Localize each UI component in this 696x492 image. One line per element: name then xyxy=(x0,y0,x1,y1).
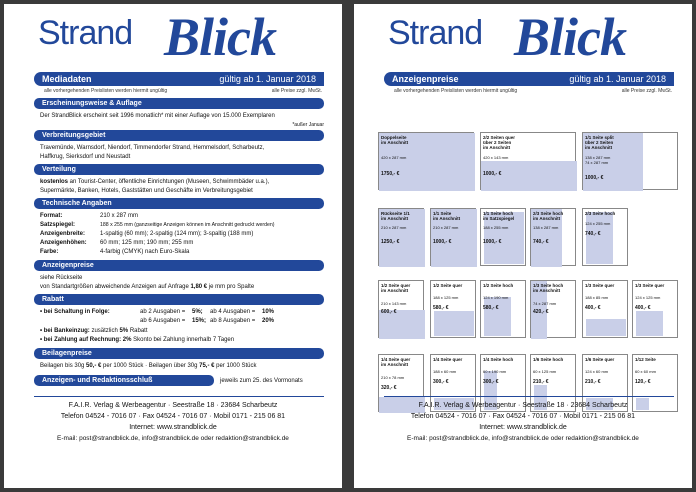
ad-size-tile xyxy=(378,132,474,190)
ad-dimensions: 124 x 255 mm xyxy=(585,221,611,226)
ad-dimensions: 210 x 287 mm xyxy=(381,225,407,230)
beilagen-price2: 75,- € xyxy=(199,363,215,369)
preise-line2a: von Standartgrößen abweichende Anzeigen auf Anfrage xyxy=(40,284,191,290)
ad-title: 1/1 Seite hoch im Satzspiegel xyxy=(483,211,515,221)
ad-price: 120,- € xyxy=(635,379,651,385)
ad-size-tile xyxy=(430,208,476,266)
beilagen-price1: 50,- € xyxy=(86,363,102,369)
section-anzeigenschluss: Anzeigen- und Redaktionsschluß xyxy=(34,375,214,386)
ad-title: 1/4 Seite hoch xyxy=(483,357,514,362)
footer-divider xyxy=(384,396,674,397)
ad-dimensions: 124 x 60 mm xyxy=(585,369,609,374)
ad-title: 1/6 Seite quer xyxy=(585,357,615,362)
ad-area-fill xyxy=(585,211,616,264)
rabatt-label: • bei Schaltung in Folge: xyxy=(40,309,110,315)
ad-size-tile xyxy=(480,132,576,190)
ad-price: 1750,- € xyxy=(381,171,400,177)
footer-phone: Telefon 04524 - 7016 07 · Fax 04524 - 7016 07 · Mobil 0171 - 215 06 81 xyxy=(410,413,636,420)
ad-title: 1/6 Seite hoch xyxy=(533,357,564,362)
verteilung-lead: kostenlos xyxy=(40,179,69,185)
erscheinung-note: *außer Januar xyxy=(292,122,324,128)
ad-price: 1000,- € xyxy=(433,239,452,245)
ad-title: Doppelseite im Anschnitt xyxy=(381,135,409,145)
ad-price: 300,- € xyxy=(483,379,499,385)
ad-price: 600,- € xyxy=(381,309,397,315)
spec-key: Format: xyxy=(40,213,63,219)
ad-price: 400,- € xyxy=(585,305,601,311)
ad-size-tile xyxy=(582,132,678,190)
strandblick-logo xyxy=(38,7,318,72)
ad-price: 210,- € xyxy=(585,379,601,385)
ad-title: 1/1 Seite split über 2 Seiten im Anschnitt xyxy=(585,135,614,150)
ad-dimensions: 188 x 255 mm xyxy=(483,225,509,230)
ad-size-tile xyxy=(430,280,476,338)
rabatt-percent: 5%; xyxy=(192,309,203,315)
ad-title: 1/2 Seite quer im Anschnitt xyxy=(381,283,411,293)
section-anzeigenpreise: Anzeigenpreise xyxy=(34,260,324,271)
ad-dimensions: 210 x 78 mm xyxy=(381,375,405,380)
ad-dimensions: 188 x 60 mm xyxy=(433,369,457,374)
spec-value: 188 x 255 mm (ganzseitige Anzeigen können im Anschnitt gedruckt werden) xyxy=(100,222,275,228)
ad-size-tile xyxy=(582,208,628,266)
footer-internet[interactable]: Internet: www.strandblick.de xyxy=(129,424,217,431)
ad-title: 2/2 Seiten quer über 2 Seiten im Anschnitt xyxy=(483,135,516,150)
ad-price: 320,- € xyxy=(381,385,397,391)
spec-value: 4-farbig (CMYK) nach Euro-Skala xyxy=(100,249,190,255)
rabatt-bank xyxy=(40,327,148,335)
ad-dimensions: 124 x 125 mm xyxy=(635,295,661,300)
anzeigenpreise-banner xyxy=(384,72,674,86)
ad-area-fill xyxy=(484,297,511,336)
ad-title: 1/1 Seite im Anschnitt xyxy=(433,211,461,221)
beilagen-text xyxy=(40,362,257,370)
spec-key: Satzspiegel: xyxy=(40,222,76,228)
ad-price: 740,- € xyxy=(585,231,601,237)
rabatt-skonto-text: Skonto bei Zahlung innerhalb 7 Tagen xyxy=(133,337,235,343)
ad-title: 1/2 Seite quer xyxy=(433,283,463,288)
verteilung-line2: Supermärkte, Banken, Hotels, Gaststätten und Geschäfte im Verbreitungsgebiet xyxy=(40,188,253,194)
ad-price: 300,- € xyxy=(433,379,449,385)
anzeigenpreise-page xyxy=(354,4,692,488)
rabatt-tier: ab 2 Ausgaben = xyxy=(140,309,186,315)
mediadaten-banner xyxy=(34,72,324,86)
rabatt-tier: ab 4 Ausgaben = xyxy=(210,309,256,315)
footer-address: F.A.I.R. Verlag & Werbeagentur · Seestraße 18 · 23684 Scharbeutz xyxy=(418,402,628,409)
footer-internet[interactable]: Internet: www.strandblick.de xyxy=(479,424,567,431)
ad-title: 1/4 Seite quer xyxy=(433,357,463,362)
ad-price: 420,- € xyxy=(533,309,549,315)
ad-size-tile xyxy=(378,280,424,338)
rabatt-rechnung-label: • bei Zahlung auf Rechnung: xyxy=(40,337,122,343)
rabatt-skonto: 2% xyxy=(122,337,132,343)
ad-size-tile xyxy=(480,280,526,338)
ad-price: 1000,- € xyxy=(585,175,604,181)
rabatt-bank-label: • bei Bankeinzug: xyxy=(40,328,90,334)
logo-blick: Blick xyxy=(164,7,276,67)
logo-strand: Strand xyxy=(388,14,483,52)
invalid-note: alle vorhergehenden Preislisten werden hiermit ungültig xyxy=(44,88,168,94)
banner-valid-date: gültig ab 1. Januar 2018 xyxy=(219,74,316,84)
ad-dimensions: 60 x 60 mm xyxy=(635,369,656,374)
section-verbreitungsgebiet: Verbreitungsgebiet xyxy=(34,130,324,141)
ad-dimensions: 420 x 143 mm xyxy=(483,155,509,160)
ad-price: 740,- € xyxy=(533,239,549,245)
vat-note: alle Preise zzgl. MwSt. xyxy=(621,88,672,94)
spec-key: Anzeigenhöhen: xyxy=(40,240,87,246)
section-erscheinungsweise: Erscheinungsweise & Auflage xyxy=(34,98,324,109)
rabatt-bank-text: zusätzlich xyxy=(91,328,118,334)
rabatt-bank-suffix: Rabatt xyxy=(129,328,148,334)
ad-size-tile xyxy=(582,280,628,338)
ad-dimensions: 60 x 125 mm xyxy=(533,369,557,374)
ad-size-tile xyxy=(530,208,576,266)
ad-price: 1250,- € xyxy=(381,239,400,245)
ad-dimensions: 124 x 190 mm xyxy=(483,295,509,300)
ad-area-fill xyxy=(586,319,626,336)
ad-price: 580,- € xyxy=(483,305,499,311)
preise-line2c: je mm pro Spalte xyxy=(207,284,255,290)
ad-dimensions: 188 x 85 mm xyxy=(585,295,609,300)
ad-title: 1/3 Seite quer xyxy=(585,283,615,288)
erscheinung-text: Der StrandBlick erscheint seit 1996 monatlich* mit einer Auflage von 15.000 Exemplaren xyxy=(40,113,275,119)
mediadaten-page xyxy=(4,4,342,488)
ad-dimensions: 60 x 190 mm xyxy=(483,369,507,374)
footer-divider xyxy=(34,396,324,397)
section-technische-angaben: Technische Angaben xyxy=(34,198,324,209)
ad-title: Rückseite 1/1 im Anschnitt xyxy=(381,211,410,221)
rabatt-tier: ab 6 Ausgaben = xyxy=(140,318,186,324)
spec-value: 60 mm; 125 mm; 190 mm; 255 mm xyxy=(100,240,194,246)
ad-title: 1/3 Seite hoch im Anschnitt xyxy=(533,283,564,293)
footer-email[interactable]: E-mail: post@strandblick.de, info@strandblick.de oder redaktion@strandblick.de xyxy=(407,435,639,442)
invalid-note: alle vorhergehenden Preislisten werden hiermit ungültig xyxy=(394,88,518,94)
spec-value: 210 x 287 mm xyxy=(100,213,139,219)
ad-dimensions: 188 x 125 mm xyxy=(433,295,459,300)
rabatt-line1 xyxy=(40,308,110,316)
ad-price: 210,- € xyxy=(533,379,549,385)
logo-strand: Strand xyxy=(38,14,133,52)
ad-area-fill xyxy=(434,311,474,336)
logo-blick: Blick xyxy=(514,7,626,67)
rabatt-tier: ab 8 Ausgaben = xyxy=(210,318,256,324)
ad-dimensions: 74 x 287 mm xyxy=(533,301,557,306)
ad-title: 1/4 Seite quer im Anschnitt xyxy=(381,357,411,367)
spec-key: Anzeigenbreite: xyxy=(40,231,86,237)
ad-price: 1000,- € xyxy=(483,239,502,245)
banner-valid-date: gültig ab 1. Januar 2018 xyxy=(569,74,666,84)
ad-title: 2/3 Seite hoch xyxy=(585,211,616,216)
rabatt-percent: 10% xyxy=(262,309,275,315)
spec-key: Farbe: xyxy=(40,249,59,255)
banner-title: Anzeigenpreise xyxy=(392,74,459,84)
verbreitung-line2: Haffkrug, Sierksdorf und Neustadt xyxy=(40,154,131,160)
preise-line1: siehe Rückseite xyxy=(40,275,83,281)
section-verteilung: Verteilung xyxy=(34,164,324,175)
vat-note: alle Preise zzgl. MwSt. xyxy=(271,88,322,94)
rabatt-percent: 15%; xyxy=(192,318,207,324)
verbreitung-line1: Travemünde, Warnsdorf, Niendorf, Timmendorfer Strand, Hemmelsdorf, Scharbeutz, xyxy=(40,145,265,151)
ad-dimensions: 420 x 287 mm xyxy=(381,155,407,160)
ad-dimensions: 138 x 287 mm 74 x 287 mm xyxy=(585,155,611,165)
preise-mm-price: 1,80 € xyxy=(190,284,208,290)
ad-title: 1/2 Seite hoch xyxy=(483,283,514,288)
ad-area-fill xyxy=(636,311,663,336)
verteilung-rest: an Tourist-Center, öffentliche Einrichtungen (Museen, Schwimmbäder u.a.), xyxy=(68,179,270,185)
rabatt-percent: 20% xyxy=(262,318,275,324)
beilagen-c: per 1000 Stück · Beilagen über 30g xyxy=(101,363,200,369)
rabatt-bank-percent: 5% xyxy=(119,328,129,334)
ad-dimensions: 210 x 143 mm xyxy=(381,301,407,306)
ad-price: 580,- € xyxy=(433,305,449,311)
beilagen-a: Beilagen bis 30g xyxy=(40,363,87,369)
strandblick-logo xyxy=(388,7,668,72)
beilagen-e: per 1000 Stück xyxy=(214,363,257,369)
verteilung-line1 xyxy=(40,178,269,186)
section-rabatt: Rabatt xyxy=(34,294,324,305)
footer-address: F.A.I.R. Verlag & Werbeagentur · Seestraße 18 · 23684 Scharbeutz xyxy=(68,402,278,409)
ad-size-tile xyxy=(480,208,526,266)
ad-size-tile xyxy=(632,280,678,338)
ad-dimensions: 210 x 287 mm xyxy=(433,225,459,230)
ad-price: 400,- € xyxy=(635,305,651,311)
footer-phone: Telefon 04524 - 7016 07 · Fax 04524 - 7016 07 · Mobil 0171 - 215 06 81 xyxy=(60,413,286,420)
preise-line2 xyxy=(40,283,254,291)
ad-title: 1/12 Seite xyxy=(635,357,656,362)
ad-title: 1/3 Seite quer xyxy=(635,283,665,288)
banner-title: Mediadaten xyxy=(42,74,92,84)
section-beilagenpreise: Beilagenpreise xyxy=(34,348,324,359)
ad-size-tile xyxy=(530,280,576,338)
anzeigenschluss-text: jeweils zum 25. des Vormonats xyxy=(220,378,303,384)
ad-size-tile xyxy=(378,208,424,266)
ad-title: 2/3 Seite hoch im Anschnitt xyxy=(533,211,564,221)
ad-dimensions: 138 x 287 mm xyxy=(533,225,559,230)
ad-price: 1000,- € xyxy=(483,171,502,177)
spec-value: 1-spaltig (60 mm); 2-spaltig (124 mm); 3-spaltig (188 mm) xyxy=(100,231,254,237)
footer-email[interactable]: E-mail: post@strandblick.de, info@strandblick.de oder redaktion@strandblick.de xyxy=(57,435,289,442)
rabatt-rechnung xyxy=(40,336,234,344)
